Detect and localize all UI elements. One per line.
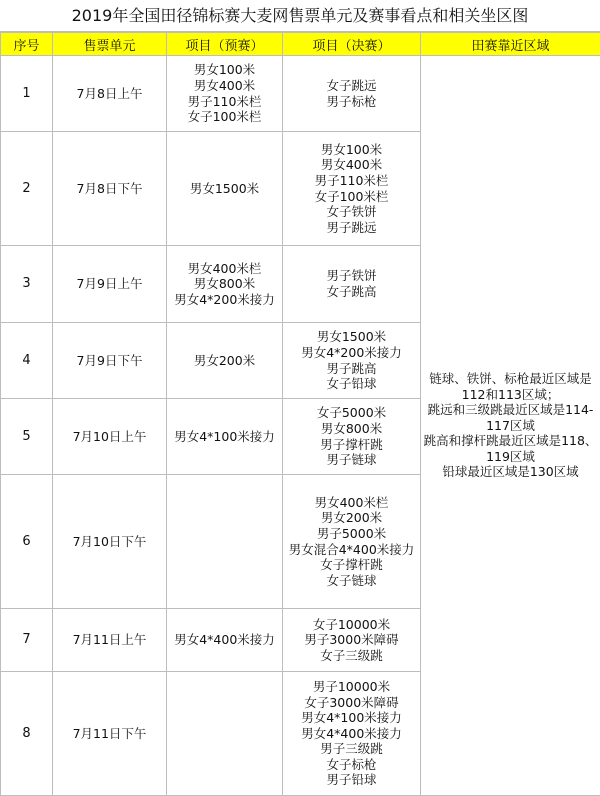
prelim-events — [167, 323, 283, 399]
final-events-line: 男女400米栏 — [285, 495, 418, 511]
prelim-events-line: 男女400米 — [169, 78, 280, 94]
prelim-events-line: 男女100米 — [169, 62, 280, 78]
final-events-line: 女子铁饼 — [285, 204, 418, 220]
zone-note-line: 跳远和三级跳最近区域是114-117区域 — [423, 402, 598, 433]
final-events-line: 男子跳远 — [285, 220, 418, 236]
final-events-line: 男子链球 — [285, 452, 418, 468]
final-events-line: 男女200米 — [285, 510, 418, 526]
prelim-events — [167, 246, 283, 323]
final-events-line: 男女4*400米接力 — [285, 726, 418, 742]
row-number: 8 — [1, 672, 53, 796]
ticket-schedule-table — [0, 32, 600, 796]
final-events-line: 男女400米 — [285, 157, 418, 173]
header-unit: 售票单元 — [53, 33, 167, 56]
final-events-line: 女子3000米障碍 — [285, 695, 418, 711]
final-events-line: 男女100米 — [285, 142, 418, 158]
prelim-events-line: 男女4*200米接力 — [169, 292, 280, 308]
header-no: 序号 — [1, 33, 53, 56]
prelim-events-line: 男女4*400米接力 — [169, 632, 280, 648]
final-events-line: 女子标枪 — [285, 757, 418, 773]
final-events-line: 女子100米栏 — [285, 189, 418, 205]
ticket-unit: 7月8日下午 — [53, 132, 167, 246]
ticket-unit: 7月9日上午 — [53, 246, 167, 323]
final-events-line: 女子撑杆跳 — [285, 557, 418, 573]
row-number: 4 — [1, 323, 53, 399]
final-events-line: 男子5000米 — [285, 526, 418, 542]
final-events — [283, 246, 421, 323]
zone-note-line: 铅球最近区域是130区域 — [423, 464, 598, 480]
final-events — [283, 609, 421, 672]
final-events — [283, 475, 421, 609]
final-events-line: 男女4*200米接力 — [285, 345, 418, 361]
final-events-line: 男子标枪 — [285, 94, 418, 110]
header-final: 项目（决赛） — [283, 33, 421, 56]
prelim-events — [167, 672, 283, 796]
final-events-line: 男子铅球 — [285, 772, 418, 788]
final-events-line: 男子铁饼 — [285, 268, 418, 284]
row-number: 6 — [1, 475, 53, 609]
prelim-events-line: 男女800米 — [169, 276, 280, 292]
prelim-events — [167, 56, 283, 132]
prelim-events-line: 男女4*100米接力 — [169, 429, 280, 445]
prelim-events — [167, 399, 283, 475]
table-row — [1, 56, 600, 132]
row-number: 2 — [1, 132, 53, 246]
final-events-line: 女子5000米 — [285, 405, 418, 421]
final-events-line: 男女4*100米接力 — [285, 710, 418, 726]
final-events — [283, 56, 421, 132]
prelim-events — [167, 132, 283, 246]
ticket-unit: 7月8日上午 — [53, 56, 167, 132]
row-number: 7 — [1, 609, 53, 672]
prelim-events-line: 男女400米栏 — [169, 261, 280, 277]
ticket-unit: 7月10日下午 — [53, 475, 167, 609]
prelim-events-line: 女子100米栏 — [169, 109, 280, 125]
final-events — [283, 132, 421, 246]
prelim-events-line: 男女1500米 — [169, 181, 280, 197]
final-events-line: 女子跳远 — [285, 78, 418, 94]
row-number: 3 — [1, 246, 53, 323]
final-events — [283, 399, 421, 475]
zone-note-line: 跳高和撑杆跳最近区域是118、119区域 — [423, 433, 598, 464]
row-number: 5 — [1, 399, 53, 475]
prelim-events — [167, 609, 283, 672]
ticket-unit: 7月9日下午 — [53, 323, 167, 399]
header-prelim: 项目（预赛） — [167, 33, 283, 56]
header-zone: 田赛靠近区域 — [421, 33, 600, 56]
final-events-line: 男子三级跳 — [285, 741, 418, 757]
ticket-unit: 7月10日上午 — [53, 399, 167, 475]
prelim-events-line: 男子110米栏 — [169, 94, 280, 110]
ticket-unit: 7月11日下午 — [53, 672, 167, 796]
header-row — [1, 33, 600, 56]
row-number: 1 — [1, 56, 53, 132]
prelim-events — [167, 475, 283, 609]
final-events-line: 女子链球 — [285, 573, 418, 589]
final-events-line: 男子3000米障碍 — [285, 632, 418, 648]
page-title: 2019年全国田径锦标赛大麦网售票单元及赛事看点和相关坐区图 — [0, 0, 600, 32]
final-events-line: 女子10000米 — [285, 617, 418, 633]
final-events-line: 男女800米 — [285, 421, 418, 437]
final-events-line: 男女混合4*400米接力 — [285, 542, 418, 558]
final-events-line: 男子跳高 — [285, 361, 418, 377]
final-events-line: 女子三级跳 — [285, 648, 418, 664]
final-events-line: 女子跳高 — [285, 284, 418, 300]
final-events — [283, 323, 421, 399]
ticket-unit: 7月11日上午 — [53, 609, 167, 672]
final-events-line: 男女1500米 — [285, 329, 418, 345]
prelim-events-line: 男女200米 — [169, 353, 280, 369]
final-events-line: 男子10000米 — [285, 679, 418, 695]
final-events-line: 女子铅球 — [285, 376, 418, 392]
zone-note — [421, 56, 600, 796]
final-events — [283, 672, 421, 796]
final-events-line: 男子撑杆跳 — [285, 437, 418, 453]
final-events-line: 男子110米栏 — [285, 173, 418, 189]
zone-note-line: 链球、铁饼、标枪最近区域是112和113区域； — [423, 371, 598, 402]
